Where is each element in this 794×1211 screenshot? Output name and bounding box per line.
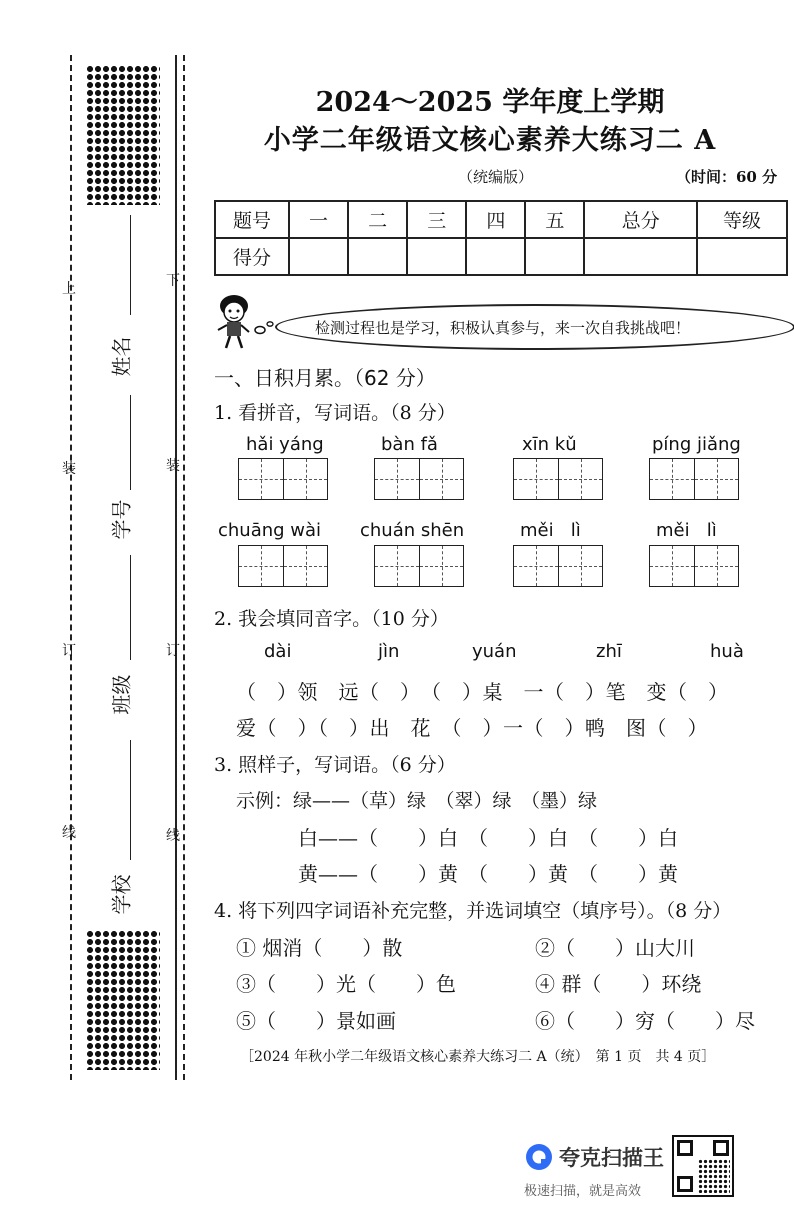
page-footer: ［2024 年秋小学二年级语文核心素养大练习二 A（统） 第 1 页 共 4 页］ xyxy=(240,1049,716,1065)
time-label: （时间：60 分 xyxy=(676,168,778,186)
q1-writing-grid-5[interactable] xyxy=(238,545,328,587)
binding-label-ding: 订 xyxy=(62,643,76,659)
q3-line-2[interactable]: 黄——（ ）黄 （ ）黄 （ ）黄 xyxy=(298,862,678,886)
q2-line-1[interactable]: （ ）领 远（ ） （ ）桌 一（ ）笔 变（ ） xyxy=(236,680,729,704)
q4-item-4[interactable]: ④ 群（ ）环绕 xyxy=(535,972,702,996)
q1-writing-grid-4[interactable] xyxy=(649,458,739,500)
binding-label-zhuang-right: 装 xyxy=(166,458,180,474)
scanner-brand: 夸克扫描王 xyxy=(559,1146,664,1170)
q1-title: 1. 看拼音，写词语。（8 分） xyxy=(214,402,456,424)
score-cell: 得分 xyxy=(215,238,289,275)
q1-writing-grid-2[interactable] xyxy=(374,458,464,500)
field-school-label: 学校 xyxy=(109,874,134,915)
q1-pinyin-8: měi lì xyxy=(656,520,717,541)
q4-item-5[interactable]: ⑤（ ）景如画 xyxy=(236,1009,396,1033)
cartoon-boy-icon xyxy=(212,292,282,356)
q1-writing-grid-3[interactable] xyxy=(513,458,603,500)
q3-title: 3. 照样子，写词语。（6 分） xyxy=(214,754,456,776)
q2-pinyin-3: yuán xyxy=(472,641,517,662)
dotted-pattern-bottom xyxy=(86,930,160,1070)
score-input-cell[interactable] xyxy=(348,238,407,275)
score-input-cell[interactable] xyxy=(466,238,525,275)
binding-label-xia: 下 xyxy=(166,273,180,289)
field-school-line[interactable] xyxy=(130,740,131,860)
q1-writing-grid-1[interactable] xyxy=(238,458,328,500)
field-id-label: 学号 xyxy=(109,499,134,540)
score-table xyxy=(214,200,788,276)
binding-top-label: 上 xyxy=(62,281,76,297)
q4-item-6[interactable]: ⑥（ ）穷（ ）尽 xyxy=(535,1009,755,1033)
score-cell: 四 xyxy=(466,201,525,238)
field-name-label: 姓名 xyxy=(109,336,134,377)
q1-pinyin-6: chuán shēn xyxy=(360,520,465,541)
field-class-label: 班级 xyxy=(109,674,134,715)
binding-solid-line xyxy=(175,55,177,1080)
q1-pinyin-4: píng jiǎng xyxy=(652,434,741,455)
q2-pinyin-5: huà xyxy=(710,641,744,662)
q4-item-3[interactable]: ③（ ）光（ ）色 xyxy=(236,972,456,996)
q1-writing-grid-8[interactable] xyxy=(649,545,739,587)
score-cell: 三 xyxy=(407,201,466,238)
q1-pinyin-3: xīn kǔ xyxy=(522,434,577,455)
scanner-slogan: 极速扫描，就是高效 xyxy=(524,1184,642,1199)
score-cell: 等级 xyxy=(697,201,787,238)
q1-writing-grid-6[interactable] xyxy=(374,545,464,587)
score-cell: 题号 xyxy=(215,201,289,238)
binding-label-xian-right: 线 xyxy=(166,828,180,844)
q2-pinyin-1: dài xyxy=(264,641,292,662)
q4-item-2[interactable]: ②（ ）山大川 xyxy=(535,936,695,960)
score-table-score-row xyxy=(215,238,787,275)
q1-pinyin-2: bàn fǎ xyxy=(381,434,438,455)
score-cell: 一 xyxy=(289,201,348,238)
qr-code-icon xyxy=(672,1135,734,1197)
q1-pinyin-5: chuāng wài xyxy=(218,520,322,541)
motto-text: 检测过程也是学习，积极认真参与，来一次自我挑战吧！ xyxy=(315,319,691,337)
q2-line-2[interactable]: 爱（ ）（ ）出 花 （ ）一（ ）鸭 图（ ） xyxy=(236,716,708,740)
q3-example: 示例：绿——（草）绿 （翠）绿 （墨）绿 xyxy=(236,790,598,812)
quark-logo-icon xyxy=(524,1142,554,1172)
q1-pinyin-1: hǎi yáng xyxy=(246,434,324,455)
binding-dashed-line-left xyxy=(70,55,72,1080)
binding-label-ding-right: 订 xyxy=(166,643,180,659)
binding-label-zhuang: 装 xyxy=(62,461,76,477)
edition-label: （统编版） xyxy=(458,168,534,186)
section1-title: 一、日积月累。（62 分） xyxy=(214,366,436,390)
dotted-pattern-top xyxy=(86,65,160,205)
q1-writing-grid-7[interactable] xyxy=(513,545,603,587)
q2-title: 2. 我会填同音字。（10 分） xyxy=(214,608,449,630)
q4-item-1[interactable]: ① 烟消（ ）散 xyxy=(236,936,403,960)
score-input-cell[interactable] xyxy=(584,238,697,275)
score-input-cell[interactable] xyxy=(697,238,787,275)
binding-dashed-line-right xyxy=(183,55,185,1080)
score-cell: 五 xyxy=(525,201,584,238)
q2-pinyin-2: jìn xyxy=(378,641,400,662)
score-input-cell[interactable] xyxy=(407,238,466,275)
field-name-line[interactable] xyxy=(130,215,131,315)
field-id-line[interactable] xyxy=(130,395,131,490)
binding-label-xian: 线 xyxy=(62,825,76,841)
q1-pinyin-7: měi lì xyxy=(520,520,581,541)
q2-pinyin-4: zhī xyxy=(596,641,622,662)
page-title-line1: 2024～2025 学年度上学期 xyxy=(315,87,665,118)
q3-line-1[interactable]: 白——（ ）白 （ ）白 （ ）白 xyxy=(298,826,678,850)
score-input-cell[interactable] xyxy=(525,238,584,275)
score-input-cell[interactable] xyxy=(289,238,348,275)
score-table-header-row xyxy=(215,201,787,238)
field-class-line[interactable] xyxy=(130,555,131,660)
q4-title: 4. 将下列四字词语补充完整，并选词填空（填序号）。（8 分） xyxy=(214,900,732,922)
score-cell: 二 xyxy=(348,201,407,238)
score-cell: 总分 xyxy=(584,201,697,238)
page-title-line2: 小学二年级语文核心素养大练习二 A xyxy=(263,125,717,156)
